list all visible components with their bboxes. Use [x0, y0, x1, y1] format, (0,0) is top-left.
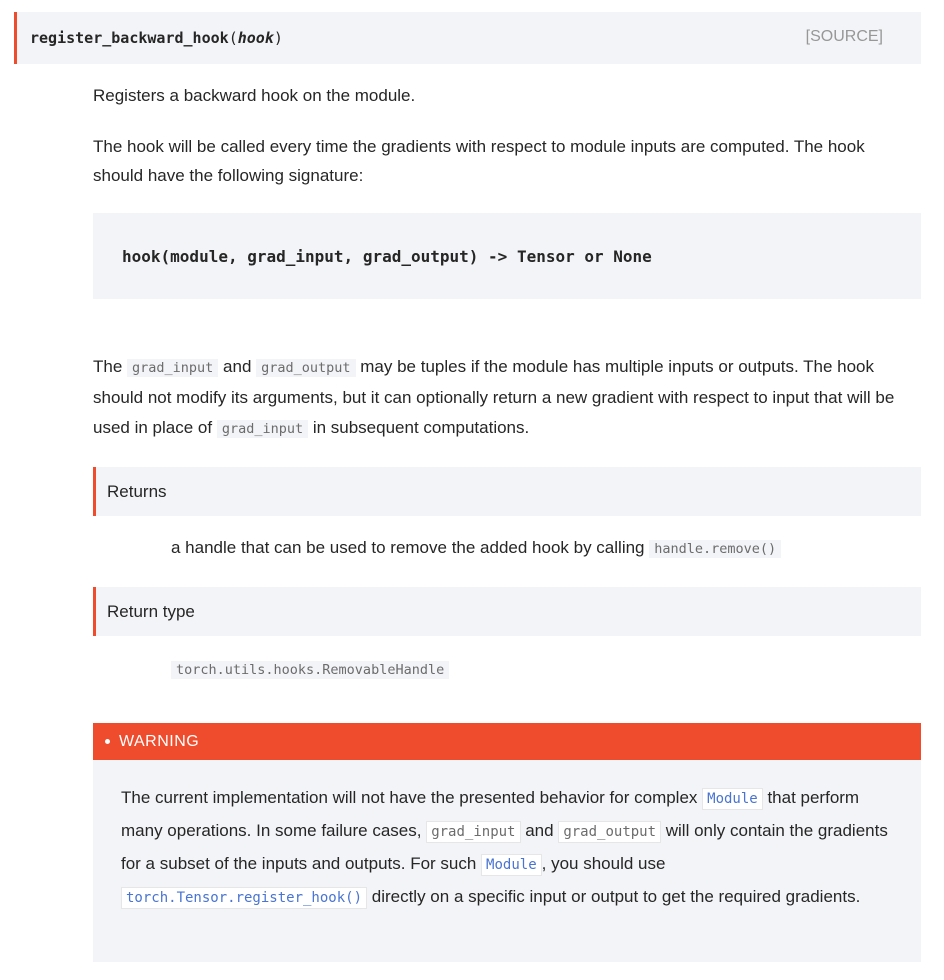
returns-field	[93, 467, 921, 516]
inline-code: grad_input	[217, 420, 308, 438]
text: , you should use	[541, 854, 666, 873]
text: a handle that can be used to remove the added hook by calling	[171, 538, 650, 557]
close-paren: )	[273, 29, 283, 47]
method-arg: hook	[237, 29, 274, 47]
text: in subsequent computations.	[308, 418, 530, 437]
text: The current implementation will not have the presented behavior for complex	[121, 788, 703, 807]
return-type-field	[93, 587, 921, 636]
inline-code: grad_output	[256, 359, 355, 377]
module-link[interactable]: Module	[702, 788, 763, 810]
hook-paragraph: The hook will be called every time the gradients with respect to module inputs are computed. The hook should have the following signature:	[93, 137, 865, 185]
inline-code: grad_input	[127, 359, 218, 377]
module-link[interactable]: Module	[481, 854, 542, 876]
warning-title: WARNING	[119, 732, 200, 750]
code-block	[93, 213, 921, 299]
method-signature	[14, 12, 921, 64]
returns-text	[171, 533, 944, 564]
return-type-text	[171, 654, 944, 685]
method-name: register_backward_hook	[30, 29, 229, 47]
warning-header	[93, 723, 921, 760]
inline-code: handle.remove()	[649, 540, 781, 558]
field-label: Return type	[107, 601, 195, 621]
source-link[interactable]: [SOURCE]	[805, 28, 883, 45]
tuple-paragraph	[93, 352, 913, 444]
inline-code: grad_output	[558, 821, 661, 843]
text: and	[218, 357, 257, 376]
inline-code: grad_input	[426, 821, 520, 843]
field-label: Returns	[107, 481, 167, 501]
warning-body	[93, 760, 921, 962]
code-signature: hook(module, grad_input, grad_output) -> Tensor or None	[122, 246, 652, 266]
text: that perform many operations. In some failure cases,	[121, 788, 860, 840]
text: and	[520, 821, 559, 840]
inline-code: torch.utils.hooks.RemovableHandle	[171, 661, 449, 679]
text: directly on a specific input or output to get the required gradients.	[367, 887, 861, 906]
text: may be tuples if the module has multiple inputs or outputs. The hook should not modify its arguments, but it can optionally return a new gradient with respect to input that will be used in place of	[93, 357, 895, 437]
bullet-icon	[105, 739, 110, 744]
description: Registers a backward hook on the module.	[93, 86, 416, 105]
register-hook-link[interactable]: torch.Tensor.register_hook()	[121, 887, 367, 909]
text: The	[93, 357, 128, 376]
open-paren: (	[228, 29, 238, 47]
text: will only contain the gradients for a subset of the inputs and outputs. For such	[121, 821, 888, 873]
